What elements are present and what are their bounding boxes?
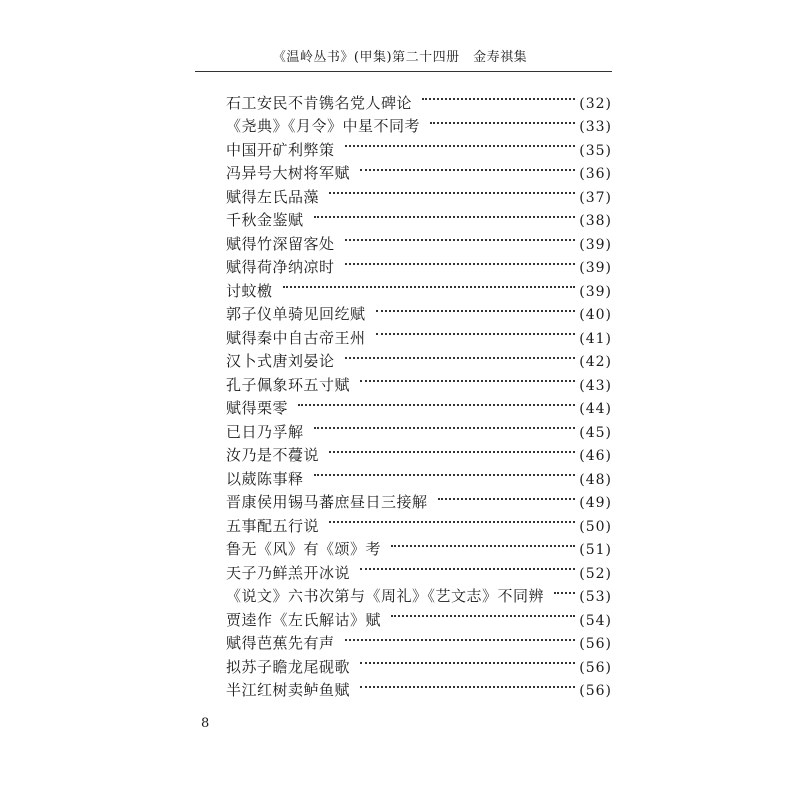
dot-leader <box>314 202 576 226</box>
toc-entry-page: (36) <box>579 166 612 182</box>
toc-entry-page: (33) <box>579 119 612 135</box>
toc-entry-page: (49) <box>579 495 612 511</box>
toc-entry-title: 赋得栗零 <box>226 399 289 417</box>
dot-leader <box>345 343 576 367</box>
toc-entry <box>226 84 612 112</box>
dot-leader <box>298 390 575 414</box>
toc-entry-page: (41) <box>579 330 612 347</box>
toc-entry-title: 千秋金鉴赋 <box>226 211 304 229</box>
toc-entry-title: 天子乃鲜羔开冰说 <box>226 563 351 582</box>
toc-entry-page: (42) <box>579 354 612 370</box>
toc-entry <box>226 272 612 300</box>
dot-leader <box>391 601 575 625</box>
toc-entry-title: 赋得左氏品藻 <box>226 187 320 206</box>
dot-leader <box>360 554 575 578</box>
table-of-contents <box>226 84 612 699</box>
dot-leader <box>345 625 576 649</box>
toc-entry-page: (38) <box>579 213 612 229</box>
running-header: 《温岭丛书》(甲集)第二十四册 金寿祺集 <box>272 50 528 65</box>
dot-leader <box>314 413 576 437</box>
toc-entry-title: 已日乃孚解 <box>226 422 304 441</box>
toc-entry-title: 讨蚊檄 <box>226 281 273 300</box>
dot-leader <box>554 578 575 602</box>
dot-leader <box>345 131 576 155</box>
toc-entry-page: (43) <box>579 377 612 394</box>
toc-entry-title: 石工安民不肯镌名党人碑论 <box>226 93 413 112</box>
dot-leader <box>360 155 575 179</box>
toc-entry-title: 中国开矿利弊策 <box>226 140 335 159</box>
toc-entry-title: 五事配五行说 <box>226 516 320 535</box>
toc-entry-page: (37) <box>579 189 612 206</box>
toc-entry-page: (32) <box>579 95 612 112</box>
header-rule <box>195 71 612 72</box>
toc-entry-title: 鲁无《风》有《颂》考 <box>226 540 382 558</box>
dot-leader <box>345 249 576 273</box>
toc-entry-title: 拟苏子瞻龙尾砚歌 <box>226 657 351 676</box>
toc-entry-title: 赋得荷净纳凉时 <box>226 258 335 276</box>
dot-leader <box>430 108 575 132</box>
dot-leader <box>329 178 575 202</box>
toc-entry-page: (48) <box>579 471 612 488</box>
dot-leader <box>314 460 576 484</box>
dot-leader <box>360 672 575 696</box>
toc-entry-page: (39) <box>579 260 612 276</box>
dot-leader <box>360 648 575 672</box>
toc-entry-title: 冯异号大树将军赋 <box>226 164 351 182</box>
toc-entry-page: (56) <box>579 659 612 676</box>
toc-entry-page: (44) <box>579 401 612 417</box>
toc-entry-title: 汉卜式唐刘晏论 <box>226 352 335 370</box>
dot-leader <box>329 507 575 531</box>
toc-entry-page: (45) <box>579 424 612 441</box>
toc-entry-title: 孔子佩象环五寸赋 <box>226 375 351 394</box>
toc-entry-page: (51) <box>579 542 612 558</box>
toc-entry-page: (54) <box>579 612 612 629</box>
dot-leader <box>376 319 576 343</box>
toc-entry-page: (50) <box>579 518 612 535</box>
toc-entry-title: 郭子仪单骑见回纥赋 <box>226 305 366 323</box>
dot-leader <box>345 225 576 249</box>
dot-leader <box>360 366 575 390</box>
page-number: 8 <box>201 716 210 731</box>
toc-entry-page: (35) <box>579 142 612 159</box>
toc-entry-title: 汝乃是不蘉说 <box>226 446 320 464</box>
dot-leader <box>391 531 575 555</box>
dot-leader <box>329 437 575 461</box>
toc-entry-title: 赋得秦中自古帝王州 <box>226 328 366 347</box>
toc-entry-title: 晋康侯用锡马蕃庶昼日三接解 <box>226 493 428 511</box>
toc-entry-title: 赋得芭蕉先有声 <box>226 634 335 652</box>
toc-entry-page: (56) <box>579 683 612 699</box>
toc-entry-title: 半江红树卖鲈鱼赋 <box>226 681 351 699</box>
dot-leader <box>438 484 576 508</box>
toc-entry-page: (52) <box>579 565 612 582</box>
dot-leader <box>422 84 575 108</box>
toc-entry-title: 赋得竹深留客处 <box>226 234 335 253</box>
toc-entry-title: 《说文》六书次第与《周礼》《艺文志》不同辨 <box>226 587 545 605</box>
toc-entry-title: 《尧典》《月令》中星不同考 <box>226 117 421 135</box>
toc-entry-page: (56) <box>579 636 612 652</box>
toc-entry-page: (53) <box>579 589 612 605</box>
toc-entry-page: (39) <box>579 283 612 300</box>
toc-entry-page: (46) <box>579 448 612 464</box>
dot-leader <box>283 272 576 296</box>
toc-entry-page: (39) <box>579 236 612 253</box>
toc-entry-title: 以葳陈事释 <box>226 469 304 488</box>
toc-entry <box>226 296 612 323</box>
toc-entry-title: 贾逵作《左氏解诂》赋 <box>226 610 382 629</box>
dot-leader <box>376 296 576 320</box>
toc-entry-page: (40) <box>579 307 612 323</box>
